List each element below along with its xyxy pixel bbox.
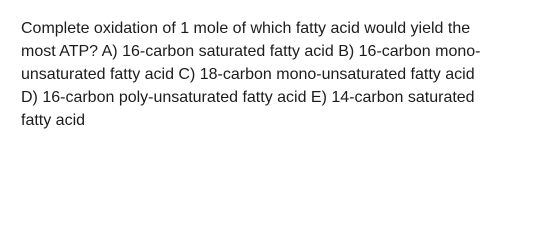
question-text — [21, 17, 546, 132]
question-line: unsaturated fatty acid C) 18-carbon mono-unsaturated fatty acid — [21, 66, 475, 83]
question-line: most ATP? A) 16-carbon saturated fatty acid B) 16-carbon mono- — [21, 43, 481, 60]
question-line: Complete oxidation of 1 mole of which fatty acid would yield the — [21, 20, 471, 37]
question-line: D) 16-carbon poly-unsaturated fatty acid E) 14-carbon saturated — [21, 89, 475, 106]
question-line: fatty acid — [21, 112, 86, 129]
